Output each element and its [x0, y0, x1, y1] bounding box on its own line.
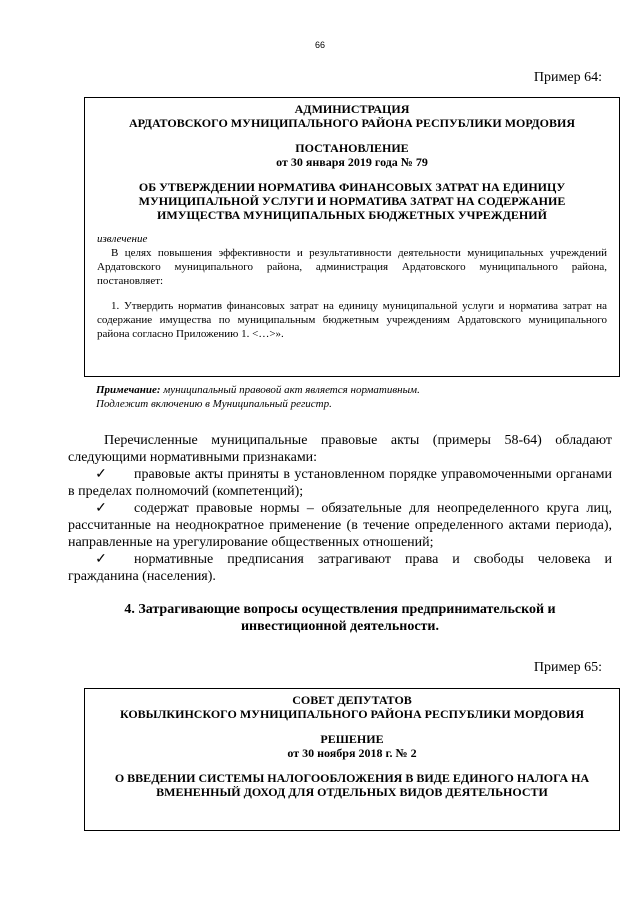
document-date: от 30 января 2019 года № 79 [276, 155, 428, 169]
example-65-label: Пример 65: [533, 660, 602, 675]
document-title-line2: ВМЕНЕННЫЙ ДОХОД ДЛЯ ОТДЕЛЬНЫХ ВИДОВ ДЕЯТЕЛЬНОСТИ [156, 785, 548, 799]
note-text: муниципальный правовой акт является нормативным. [160, 384, 420, 396]
check-icon: ✓ [95, 467, 107, 482]
bullet-text: нормативные предписания затрагивают права и свободы человека и гражданина (населения). [68, 552, 612, 584]
check-icon: ✓ [95, 501, 107, 516]
section-heading-line2: инвестиционной деятельности. [240, 619, 439, 634]
org-name-line1: АДМИНИСТРАЦИЯ [294, 102, 410, 116]
check-icon: ✓ [95, 552, 107, 567]
document-title-line2: МУНИЦИПАЛЬНОЙ УСЛУГИ И НОРМАТИВА ЗАТРАТ НА СОДЕРЖАНИЕ [138, 194, 566, 208]
bullet-item [68, 500, 612, 551]
intro-paragraph: Перечисленные муниципальные правовые акты (примеры 58-64) обладают следующими нормативными признаками: [68, 433, 612, 465]
section-heading-line1: 4. Затрагивающие вопросы осуществления предпринимательской и [124, 602, 556, 617]
bullet-text: правовые акты приняты в установленном порядке управомоченными органами в пределах полномочий (компетенций); [68, 467, 612, 499]
page-number: 66 [314, 40, 325, 50]
example-65-document-box [84, 688, 620, 831]
org-name-line1: СОВЕТ ДЕПУТАТОВ [292, 693, 412, 707]
example-64-document-box [84, 97, 620, 377]
preamble-text: В целях повышения эффективности и результативности деятельности муниципальных учреждений Ардатовского муниципального района, администрация Ардатовского муниципального района, постановляет: [97, 247, 607, 287]
org-name-line2: АРДАТОВСКОГО МУНИЦИПАЛЬНОГО РАЙОНА РЕСПУБЛИКИ МОРДОВИЯ [128, 116, 576, 130]
note-block [96, 383, 616, 411]
bullet-item [68, 466, 612, 500]
bullet-text: содержат правовые нормы – обязательные для неопределенного круга лиц, рассчитанные на неоднократное применение (в течение определенного актами периода), направленные на урегулирование общественных отношений; [68, 501, 612, 550]
section-heading [68, 601, 612, 635]
document-date: от 30 ноября 2018 г. № 2 [287, 746, 417, 760]
note-label: Примечание: [96, 384, 161, 396]
document-type: ПОСТАНОВЛЕНИЕ [295, 141, 409, 155]
clause-text: 1. Утвердить норматив финансовых затрат на единицу муниципальной услуги и норматива затрат на содержание имущества по муниципальным бюджетным учреждениям Ардатовского муниципального района согласно Приложению 1. <…>». [97, 300, 607, 340]
document-title-line1: ОБ УТВЕРЖДЕНИИ НОРМАТИВА ФИНАНСОВЫХ ЗАТРАТ НА ЕДИНИЦУ [138, 180, 566, 194]
org-name-line2: КОВЫЛКИНСКОГО МУНИЦИПАЛЬНОГО РАЙОНА РЕСПУБЛИКИ МОРДОВИЯ [119, 707, 585, 721]
document-title-line3: ИМУЩЕСТВА МУНИЦИПАЛЬНЫХ БЮДЖЕТНЫХ УЧРЕЖДЕНИЙ [157, 208, 547, 222]
document-title-line1: О ВВЕДЕНИИ СИСТЕМЫ НАЛОГООБЛОЖЕНИЯ В ВИДЕ ЕДИНОГО НАЛОГА НА [114, 771, 590, 785]
excerpt-label: извлечение [97, 233, 148, 245]
main-text [68, 432, 612, 585]
bullet-item [68, 551, 612, 585]
document-type: РЕШЕНИЕ [320, 732, 384, 746]
note-line2: Подлежит включению в Муниципальный регистр. [96, 398, 332, 410]
example-64-label: Пример 64: [533, 70, 602, 85]
